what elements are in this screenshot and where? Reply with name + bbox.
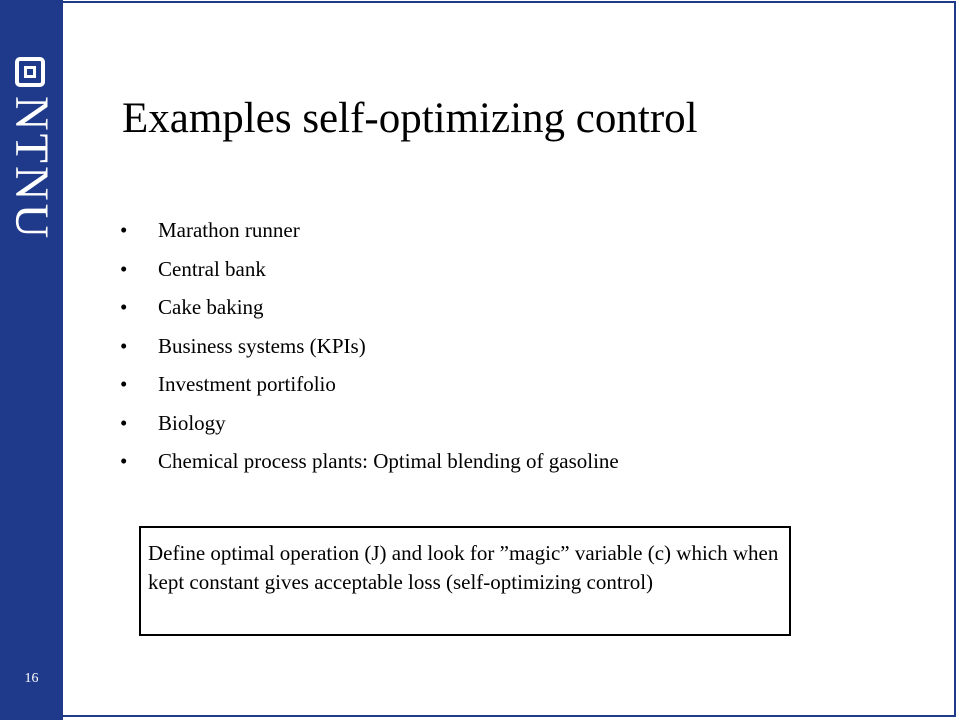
- callout-text: Define optimal operation (J) and look for ”magic” variable (c) which when kept constant gives acceptable loss (self-optimizing control): [148, 541, 779, 594]
- list-item: [120, 409, 619, 448]
- bullet-icon: •: [120, 295, 128, 319]
- bullet-text: Chemical process plants: Optimal blending of gasoline: [158, 449, 619, 473]
- bullet-icon: •: [120, 410, 128, 435]
- page-number: 16: [24, 671, 39, 686]
- bullet-text: Investment portifolio: [158, 372, 336, 396]
- bullet-list: [120, 216, 619, 486]
- list-item: [120, 332, 619, 371]
- list-item: [120, 447, 619, 486]
- ntnu-logo-text: NTNU: [5, 96, 58, 242]
- bullet-text: Marathon runner: [158, 218, 300, 242]
- list-item: [120, 255, 619, 294]
- slide-title: Examples self-optimizing control: [122, 95, 698, 142]
- bullet-icon: •: [120, 256, 128, 281]
- list-item: [120, 293, 619, 332]
- bullet-text: Cake baking: [158, 295, 264, 319]
- bullet-text: Biology: [158, 410, 226, 435]
- list-item: [120, 216, 619, 255]
- bullet-text: Central bank: [158, 256, 266, 281]
- ntnu-sidebar: [0, 0, 63, 720]
- ntnu-logo-icon: [15, 57, 45, 87]
- bullet-icon: •: [120, 449, 128, 473]
- bullet-icon: •: [120, 333, 128, 358]
- bullet-icon: •: [120, 372, 128, 396]
- bullet-icon: •: [120, 218, 128, 242]
- list-item: [120, 370, 619, 409]
- bullet-text: Business systems (KPIs): [158, 333, 366, 358]
- callout-box: [139, 526, 791, 636]
